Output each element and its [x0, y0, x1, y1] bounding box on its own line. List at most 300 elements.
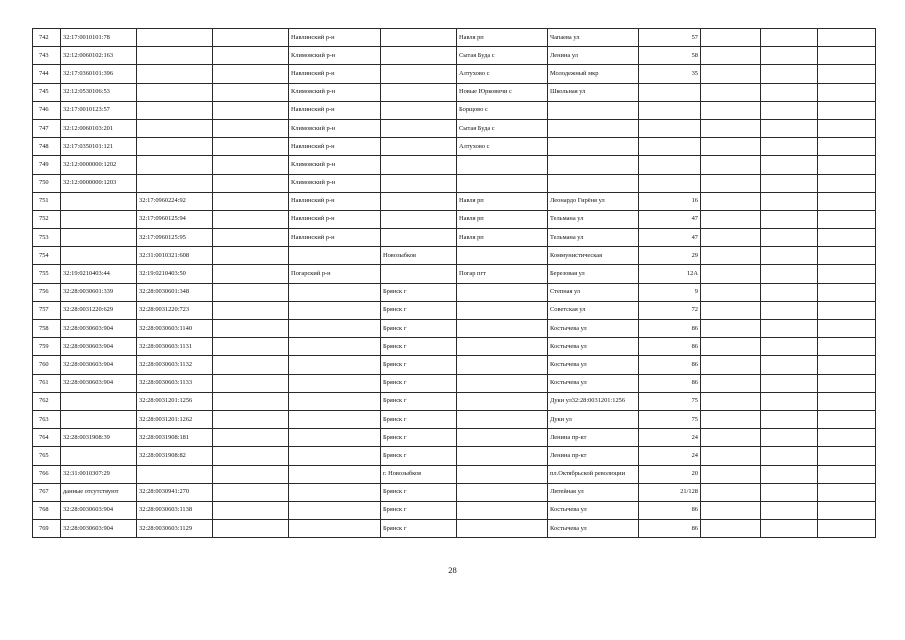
empty-cell — [701, 29, 761, 47]
empty-cell — [701, 374, 761, 392]
empty-cell — [761, 192, 818, 210]
settlement-cell: Новые Юрковичи с — [457, 83, 548, 101]
empty-cell — [213, 47, 289, 65]
district-cell — [289, 320, 381, 338]
house-number-cell: 86 — [639, 356, 701, 374]
cadastral-number-2-cell: 32:17:0960125:95 — [137, 229, 213, 247]
empty-cell — [701, 156, 761, 174]
cadastral-number-cell: 32:12:0000000:1203 — [61, 174, 137, 192]
house-number-cell: 75 — [639, 392, 701, 410]
cadastral-number-2-cell: 32:28:0030603:1129 — [137, 520, 213, 538]
street-cell: Литейная ул — [548, 483, 639, 501]
row-number-cell: 743 — [33, 47, 61, 65]
settlement-cell: Борщово с — [457, 101, 548, 119]
cadastral-number-cell — [61, 410, 137, 428]
settlement-cell: Навля рп — [457, 29, 548, 47]
settlement-cell — [457, 247, 548, 265]
empty-cell — [761, 356, 818, 374]
city-cell: Брянск г — [381, 410, 457, 428]
district-cell — [289, 447, 381, 465]
street-cell: Костычева ул — [548, 501, 639, 519]
cadastral-number-2-cell: 32:28:0031908:82 — [137, 447, 213, 465]
city-cell — [381, 119, 457, 137]
empty-cell — [213, 465, 289, 483]
empty-cell — [213, 192, 289, 210]
house-number-cell: 86 — [639, 374, 701, 392]
house-number-cell: 75 — [639, 410, 701, 428]
house-number-cell — [639, 83, 701, 101]
empty-cell — [818, 283, 876, 301]
empty-cell — [701, 229, 761, 247]
street-cell: Молодежный мкр — [548, 65, 639, 83]
empty-cell — [701, 247, 761, 265]
table-row — [33, 29, 876, 47]
street-cell: Костычева ул — [548, 374, 639, 392]
empty-cell — [818, 374, 876, 392]
row-number-cell: 754 — [33, 247, 61, 265]
table-row — [33, 119, 876, 137]
table-row — [33, 301, 876, 319]
empty-cell — [761, 465, 818, 483]
cadastral-number-2-cell: 32:17:0960224:92 — [137, 192, 213, 210]
row-number-cell: 751 — [33, 192, 61, 210]
empty-cell — [213, 83, 289, 101]
empty-cell — [818, 465, 876, 483]
empty-cell — [701, 520, 761, 538]
empty-cell — [818, 338, 876, 356]
empty-cell — [701, 320, 761, 338]
empty-cell — [213, 483, 289, 501]
cadastral-number-2-cell — [137, 65, 213, 83]
street-cell: Костычева ул — [548, 338, 639, 356]
empty-cell — [818, 483, 876, 501]
district-cell — [289, 374, 381, 392]
settlement-cell — [457, 447, 548, 465]
empty-cell — [213, 447, 289, 465]
table-row — [33, 338, 876, 356]
empty-cell — [701, 447, 761, 465]
empty-cell — [213, 210, 289, 228]
row-number-cell: 742 — [33, 29, 61, 47]
table-row — [33, 229, 876, 247]
row-number-cell: 753 — [33, 229, 61, 247]
settlement-cell: Погар пгт — [457, 265, 548, 283]
settlement-cell — [457, 392, 548, 410]
cadastral-number-2-cell: 32:28:0030603:1131 — [137, 338, 213, 356]
row-number-cell: 760 — [33, 356, 61, 374]
empty-cell — [761, 29, 818, 47]
row-number-cell: 746 — [33, 101, 61, 119]
empty-cell — [761, 301, 818, 319]
city-cell — [381, 210, 457, 228]
settlement-cell: Сытая Буда с — [457, 47, 548, 65]
row-number-cell: 748 — [33, 138, 61, 156]
empty-cell — [213, 410, 289, 428]
district-cell — [289, 465, 381, 483]
empty-cell — [213, 429, 289, 447]
empty-cell — [818, 119, 876, 137]
city-cell: Брянск г — [381, 301, 457, 319]
empty-cell — [213, 247, 289, 265]
table-row — [33, 465, 876, 483]
table-row — [33, 47, 876, 65]
cadastral-number-cell: 32:12:0530106:53 — [61, 83, 137, 101]
city-cell: Брянск г — [381, 356, 457, 374]
house-number-cell — [639, 156, 701, 174]
district-cell — [289, 410, 381, 428]
city-cell: Брянск г — [381, 501, 457, 519]
city-cell: Брянск г — [381, 429, 457, 447]
cadastral-number-cell: 32:28:0030603:904 — [61, 356, 137, 374]
empty-cell — [701, 283, 761, 301]
row-number-cell: 745 — [33, 83, 61, 101]
cadastral-number-cell: 32:28:0030603:904 — [61, 320, 137, 338]
empty-cell — [213, 283, 289, 301]
cadastral-number-cell: 32:12:0000000:1202 — [61, 156, 137, 174]
district-cell: Климовский р-н — [289, 119, 381, 137]
cadastral-number-cell: 32:28:0030603:904 — [61, 374, 137, 392]
empty-cell — [818, 174, 876, 192]
street-cell: Ленина ул — [548, 47, 639, 65]
cadastral-number-2-cell — [137, 47, 213, 65]
table-row — [33, 65, 876, 83]
empty-cell — [213, 338, 289, 356]
city-cell: Брянск г — [381, 392, 457, 410]
city-cell — [381, 192, 457, 210]
empty-cell — [818, 192, 876, 210]
empty-cell — [818, 210, 876, 228]
table-row — [33, 320, 876, 338]
table-row — [33, 192, 876, 210]
district-cell — [289, 338, 381, 356]
street-cell: Школьная ул — [548, 83, 639, 101]
empty-cell — [761, 101, 818, 119]
house-number-cell: 47 — [639, 229, 701, 247]
cadastral-number-cell — [61, 229, 137, 247]
empty-cell — [701, 392, 761, 410]
empty-cell — [701, 265, 761, 283]
row-number-cell: 764 — [33, 429, 61, 447]
settlement-cell — [457, 356, 548, 374]
city-cell — [381, 229, 457, 247]
empty-cell — [213, 356, 289, 374]
house-number-cell — [639, 174, 701, 192]
empty-cell — [818, 301, 876, 319]
cadastral-number-2-cell — [137, 83, 213, 101]
cadastral-number-2-cell — [137, 119, 213, 137]
house-number-cell: 86 — [639, 320, 701, 338]
city-cell: Новозыбков — [381, 247, 457, 265]
table-row — [33, 429, 876, 447]
house-number-cell — [639, 101, 701, 119]
row-number-cell: 752 — [33, 210, 61, 228]
empty-cell — [761, 229, 818, 247]
street-cell: Костычева ул — [548, 320, 639, 338]
table-row — [33, 520, 876, 538]
empty-cell — [701, 338, 761, 356]
empty-cell — [761, 520, 818, 538]
cadastral-number-cell: 32:17:0010123:57 — [61, 101, 137, 119]
settlement-cell: Навля рп — [457, 229, 548, 247]
empty-cell — [818, 447, 876, 465]
cadastral-number-2-cell: 32:28:0031220:723 — [137, 301, 213, 319]
district-cell: Погарский р-н — [289, 265, 381, 283]
settlement-cell — [457, 520, 548, 538]
street-cell: Дуки ул — [548, 410, 639, 428]
row-number-cell: 756 — [33, 283, 61, 301]
street-cell: Леонардо Гирёня ул — [548, 192, 639, 210]
settlement-cell — [457, 320, 548, 338]
street-cell: Ленина пр-кт — [548, 447, 639, 465]
empty-cell — [701, 101, 761, 119]
empty-cell — [761, 83, 818, 101]
city-cell — [381, 101, 457, 119]
house-number-cell: 21/128 — [639, 483, 701, 501]
empty-cell — [818, 156, 876, 174]
empty-cell — [701, 429, 761, 447]
street-cell: Тельмана ул — [548, 229, 639, 247]
settlement-cell: Сытая Буда с — [457, 119, 548, 137]
empty-cell — [761, 374, 818, 392]
district-cell: Навлинский р-н — [289, 229, 381, 247]
district-cell — [289, 283, 381, 301]
empty-cell — [818, 501, 876, 519]
empty-cell — [701, 356, 761, 374]
table-row — [33, 283, 876, 301]
empty-cell — [701, 119, 761, 137]
street-cell: пл.Октябрьской революции — [548, 465, 639, 483]
empty-cell — [761, 501, 818, 519]
empty-cell — [761, 247, 818, 265]
street-cell: Тельмана ул — [548, 210, 639, 228]
empty-cell — [761, 283, 818, 301]
settlement-cell: Навля рп — [457, 192, 548, 210]
table-row — [33, 83, 876, 101]
empty-cell — [761, 65, 818, 83]
district-cell — [289, 483, 381, 501]
house-number-cell: 12А — [639, 265, 701, 283]
street-cell: Чапаева ул — [548, 29, 639, 47]
city-cell: Брянск г — [381, 483, 457, 501]
district-cell — [289, 301, 381, 319]
empty-cell — [213, 520, 289, 538]
district-cell — [289, 247, 381, 265]
district-cell: Навлинский р-н — [289, 210, 381, 228]
registry-table-body — [33, 29, 876, 538]
empty-cell — [213, 265, 289, 283]
empty-cell — [818, 520, 876, 538]
city-cell — [381, 65, 457, 83]
cadastral-number-2-cell — [137, 101, 213, 119]
empty-cell — [213, 156, 289, 174]
empty-cell — [213, 119, 289, 137]
empty-cell — [701, 483, 761, 501]
table-row — [33, 392, 876, 410]
street-cell: Степная ул — [548, 283, 639, 301]
house-number-cell: 20 — [639, 465, 701, 483]
house-number-cell: 86 — [639, 338, 701, 356]
empty-cell — [818, 47, 876, 65]
street-cell: Березовая ул — [548, 265, 639, 283]
row-number-cell: 758 — [33, 320, 61, 338]
city-cell: г. Новозыбков — [381, 465, 457, 483]
district-cell: Климовский р-н — [289, 83, 381, 101]
empty-cell — [818, 392, 876, 410]
house-number-cell: 24 — [639, 429, 701, 447]
house-number-cell: 16 — [639, 192, 701, 210]
street-cell: Дуки ул32:28:0031201:1256 — [548, 392, 639, 410]
house-number-cell — [639, 138, 701, 156]
empty-cell — [761, 338, 818, 356]
row-number-cell: 750 — [33, 174, 61, 192]
city-cell — [381, 174, 457, 192]
city-cell — [381, 138, 457, 156]
row-number-cell: 747 — [33, 119, 61, 137]
city-cell: Брянск г — [381, 374, 457, 392]
empty-cell — [761, 392, 818, 410]
cadastral-number-2-cell: 32:28:0030941:270 — [137, 483, 213, 501]
empty-cell — [761, 320, 818, 338]
settlement-cell — [457, 156, 548, 174]
row-number-cell: 759 — [33, 338, 61, 356]
cadastral-number-cell: 32:28:0031220:629 — [61, 301, 137, 319]
city-cell — [381, 47, 457, 65]
empty-cell — [818, 101, 876, 119]
street-cell — [548, 138, 639, 156]
empty-cell — [701, 65, 761, 83]
empty-cell — [818, 65, 876, 83]
city-cell: Брянск г — [381, 320, 457, 338]
table-row — [33, 210, 876, 228]
table-row — [33, 483, 876, 501]
house-number-cell: 72 — [639, 301, 701, 319]
house-number-cell: 47 — [639, 210, 701, 228]
cadastral-number-cell: 32:17:0350101:121 — [61, 138, 137, 156]
empty-cell — [701, 138, 761, 156]
cadastral-number-cell: 32:28:0031908:39 — [61, 429, 137, 447]
empty-cell — [213, 301, 289, 319]
cadastral-number-cell — [61, 192, 137, 210]
cadastral-number-2-cell — [137, 29, 213, 47]
row-number-cell: 757 — [33, 301, 61, 319]
empty-cell — [701, 192, 761, 210]
row-number-cell: 767 — [33, 483, 61, 501]
empty-cell — [213, 374, 289, 392]
empty-cell — [213, 138, 289, 156]
cadastral-number-cell: 32:17:0360101:396 — [61, 65, 137, 83]
city-cell: Брянск г — [381, 520, 457, 538]
empty-cell — [761, 447, 818, 465]
row-number-cell: 766 — [33, 465, 61, 483]
row-number-cell: 749 — [33, 156, 61, 174]
settlement-cell — [457, 410, 548, 428]
empty-cell — [701, 210, 761, 228]
house-number-cell: 86 — [639, 501, 701, 519]
table-row — [33, 374, 876, 392]
cadastral-number-2-cell: 32:31:0010321:608 — [137, 247, 213, 265]
table-row — [33, 447, 876, 465]
cadastral-number-cell — [61, 392, 137, 410]
settlement-cell — [457, 174, 548, 192]
cadastral-number-2-cell — [137, 174, 213, 192]
empty-cell — [818, 247, 876, 265]
district-cell: Навлинский р-н — [289, 192, 381, 210]
empty-cell — [818, 29, 876, 47]
empty-cell — [701, 174, 761, 192]
empty-cell — [213, 392, 289, 410]
city-cell: Брянск г — [381, 447, 457, 465]
street-cell: Коммунистическая — [548, 247, 639, 265]
house-number-cell: 9 — [639, 283, 701, 301]
settlement-cell — [457, 429, 548, 447]
cadastral-number-2-cell: 32:28:0031201:1262 — [137, 410, 213, 428]
empty-cell — [701, 47, 761, 65]
settlement-cell: Навля рп — [457, 210, 548, 228]
cadastral-number-2-cell: 32:28:0030603:1133 — [137, 374, 213, 392]
cadastral-number-cell: 32:28:0030603:904 — [61, 338, 137, 356]
cadastral-number-cell: 32:28:0030603:904 — [61, 501, 137, 519]
district-cell — [289, 520, 381, 538]
empty-cell — [761, 410, 818, 428]
empty-cell — [818, 138, 876, 156]
cadastral-number-cell — [61, 447, 137, 465]
cadastral-number-2-cell: 32:28:0030601:348 — [137, 283, 213, 301]
table-row — [33, 265, 876, 283]
house-number-cell — [639, 119, 701, 137]
empty-cell — [213, 320, 289, 338]
empty-cell — [818, 265, 876, 283]
settlement-cell — [457, 338, 548, 356]
row-number-cell: 762 — [33, 392, 61, 410]
cadastral-number-cell: 32:28:0030603:904 — [61, 520, 137, 538]
cadastral-number-cell: 32:12:0060102:163 — [61, 47, 137, 65]
cadastral-number-2-cell — [137, 465, 213, 483]
cadastral-number-2-cell — [137, 156, 213, 174]
city-cell — [381, 83, 457, 101]
cadastral-number-2-cell: 32:28:0030603:1132 — [137, 356, 213, 374]
row-number-cell: 761 — [33, 374, 61, 392]
cadastral-number-cell: данные отсутствуют — [61, 483, 137, 501]
cadastral-number-2-cell: 32:28:0030603:1140 — [137, 320, 213, 338]
empty-cell — [761, 138, 818, 156]
cadastral-number-2-cell: 32:28:0030603:1138 — [137, 501, 213, 519]
empty-cell — [701, 501, 761, 519]
table-row — [33, 501, 876, 519]
table-row — [33, 101, 876, 119]
empty-cell — [818, 320, 876, 338]
district-cell: Навлинский р-н — [289, 29, 381, 47]
cadastral-number-2-cell: 32:28:0031201:1256 — [137, 392, 213, 410]
settlement-cell — [457, 483, 548, 501]
page-number: 28 — [448, 565, 457, 575]
cadastral-number-2-cell: 32:19:0210403:50 — [137, 265, 213, 283]
settlement-cell: Алтухово с — [457, 138, 548, 156]
empty-cell — [701, 465, 761, 483]
row-number-cell: 763 — [33, 410, 61, 428]
district-cell — [289, 392, 381, 410]
settlement-cell — [457, 374, 548, 392]
house-number-cell: 86 — [639, 520, 701, 538]
empty-cell — [213, 174, 289, 192]
table-row — [33, 410, 876, 428]
district-cell: Климовский р-н — [289, 174, 381, 192]
row-number-cell: 769 — [33, 520, 61, 538]
cadastral-number-cell: 32:12:0060103:201 — [61, 119, 137, 137]
district-cell — [289, 501, 381, 519]
city-cell — [381, 29, 457, 47]
empty-cell — [213, 229, 289, 247]
registry-table — [32, 28, 876, 538]
